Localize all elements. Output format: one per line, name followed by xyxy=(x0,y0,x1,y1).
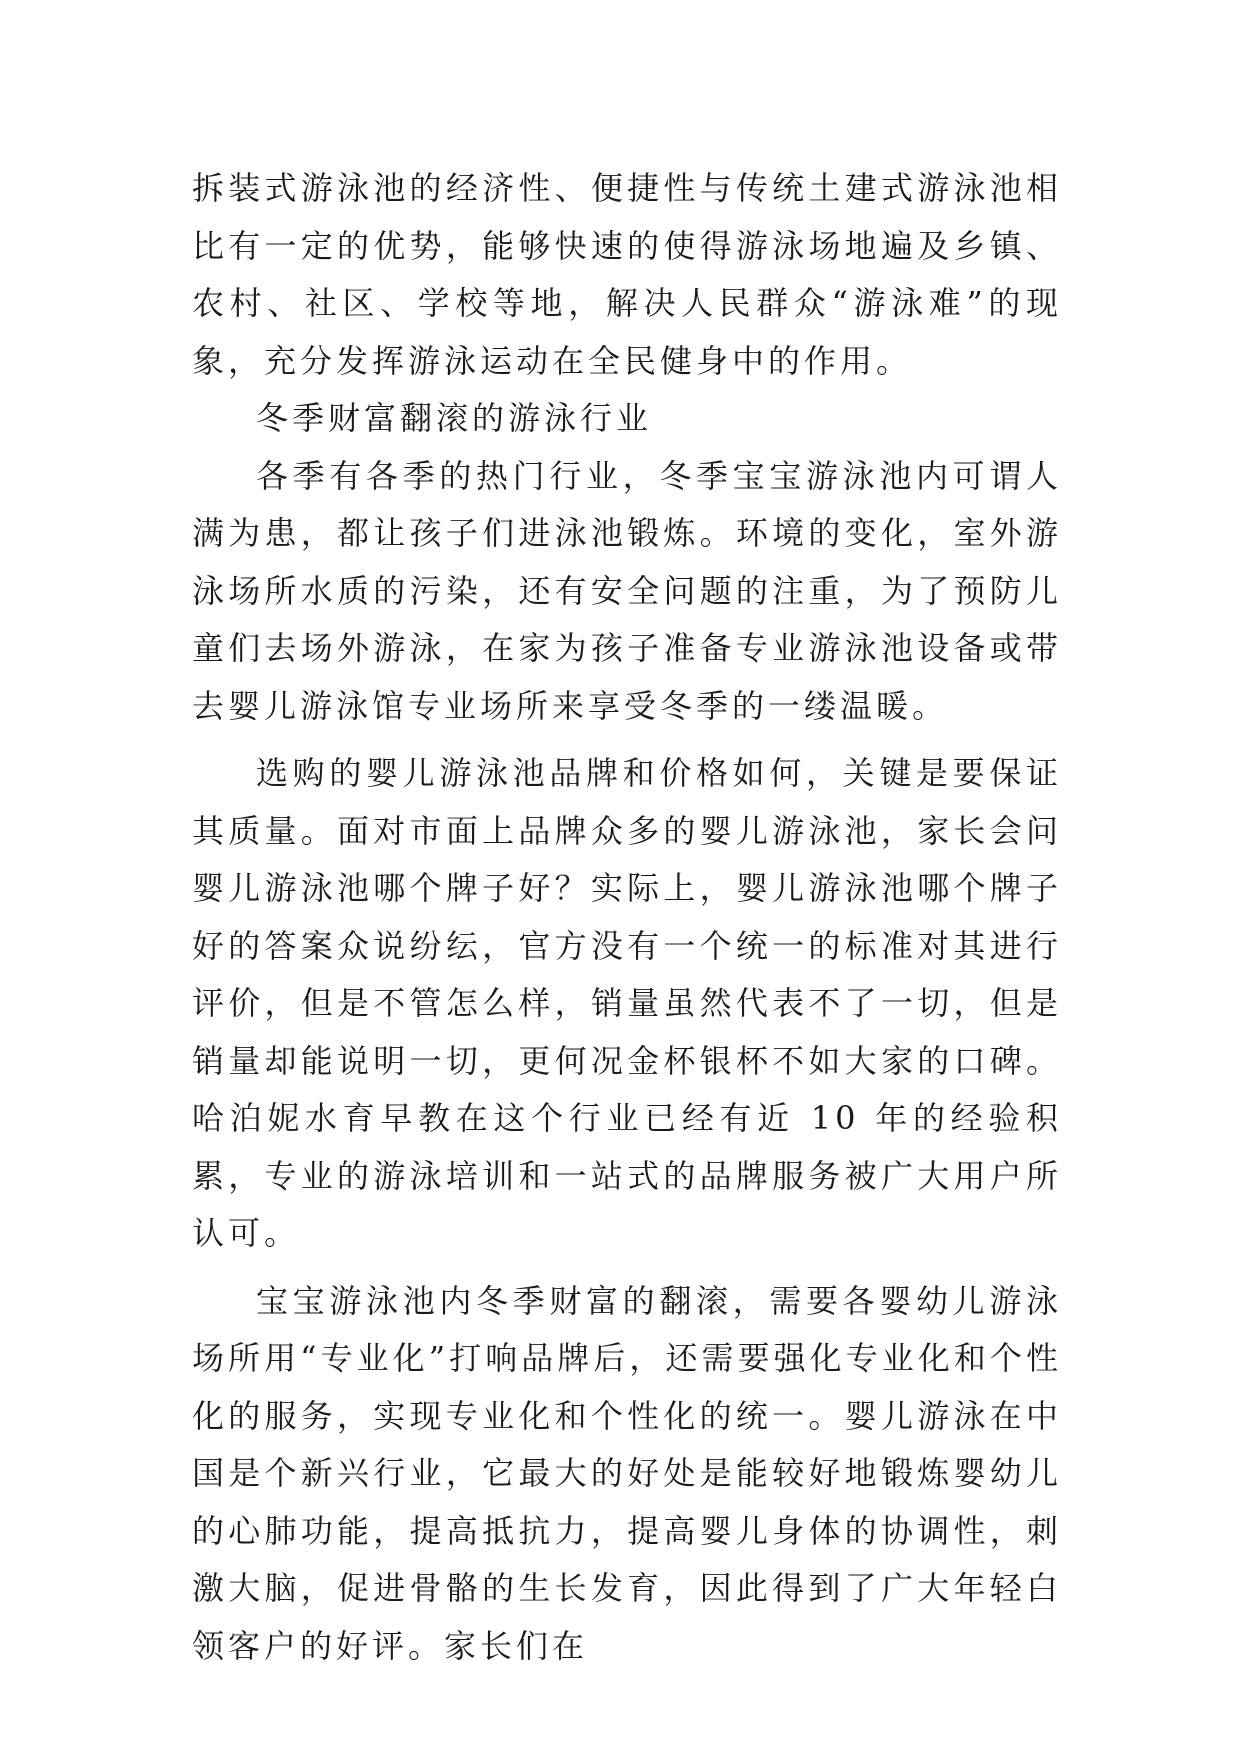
document-body xyxy=(192,160,1062,1675)
section-heading: 冬季财富翻滚的游泳行业 xyxy=(256,399,653,437)
paragraph-brand-choice: 选购的婴儿游泳池品牌和价格如何，关键是要保证其质量。面对市面上品牌众多的婴儿游泳池，家长会问婴儿游泳池哪个牌子好？实际上，婴儿游泳池哪个牌子好的答案众说纷纭，官方没有一个统一的标准对其进行评价，但是不管怎么样，销量虽然代表不了一切，但是销量却能说明一切，更何况金杯银杯不如大家的口碑。哈泊妮水育早教在这个行业已经有近 10 年的经验积累，专业的游泳培训和一站式的品牌服务被广大用户所认可。 xyxy=(192,754,1062,1252)
paragraph-winter-industry: 各季有各季的热门行业，冬季宝宝游泳池内可谓人满为患，都让孩子们进泳池锻炼。环境的变化，室外游泳场所水质的污染，还有安全问题的注重，为了预防儿童们去场外游泳，在家为孩子准备专业游泳池设备或带去婴儿游泳馆专业场所来享受冬季的一缕温暖。 xyxy=(192,456,1062,725)
paragraph-spacer xyxy=(192,1263,1062,1273)
paragraph-spacer xyxy=(192,735,1062,745)
paragraph-intro: 拆装式游泳池的经济性、便捷性与传统土建式游泳池相比有一定的优势，能够快速的使得游泳场地遍及乡镇、农村、社区、学校等地，解决人民群众“游泳难”的现象，充分发挥游泳运动在全民健身中的作用。 xyxy=(192,169,1062,380)
paragraph-professional-service: 宝宝游泳池内冬季财富的翻滚，需要各婴幼儿游泳场所用“专业化”打响品牌后，还需要强化专业化和个性化的服务，实现专业化和个性化的统一。婴儿游泳在中国是个新兴行业，它最大的好处是能较好地锻炼婴幼儿的心肺功能，提高抵抗力，提高婴儿身体的协调性，刺激大脑，促进骨骼的生长发育，因此得到了广大年轻白领客户的好评。家长们在 xyxy=(192,1281,1062,1665)
